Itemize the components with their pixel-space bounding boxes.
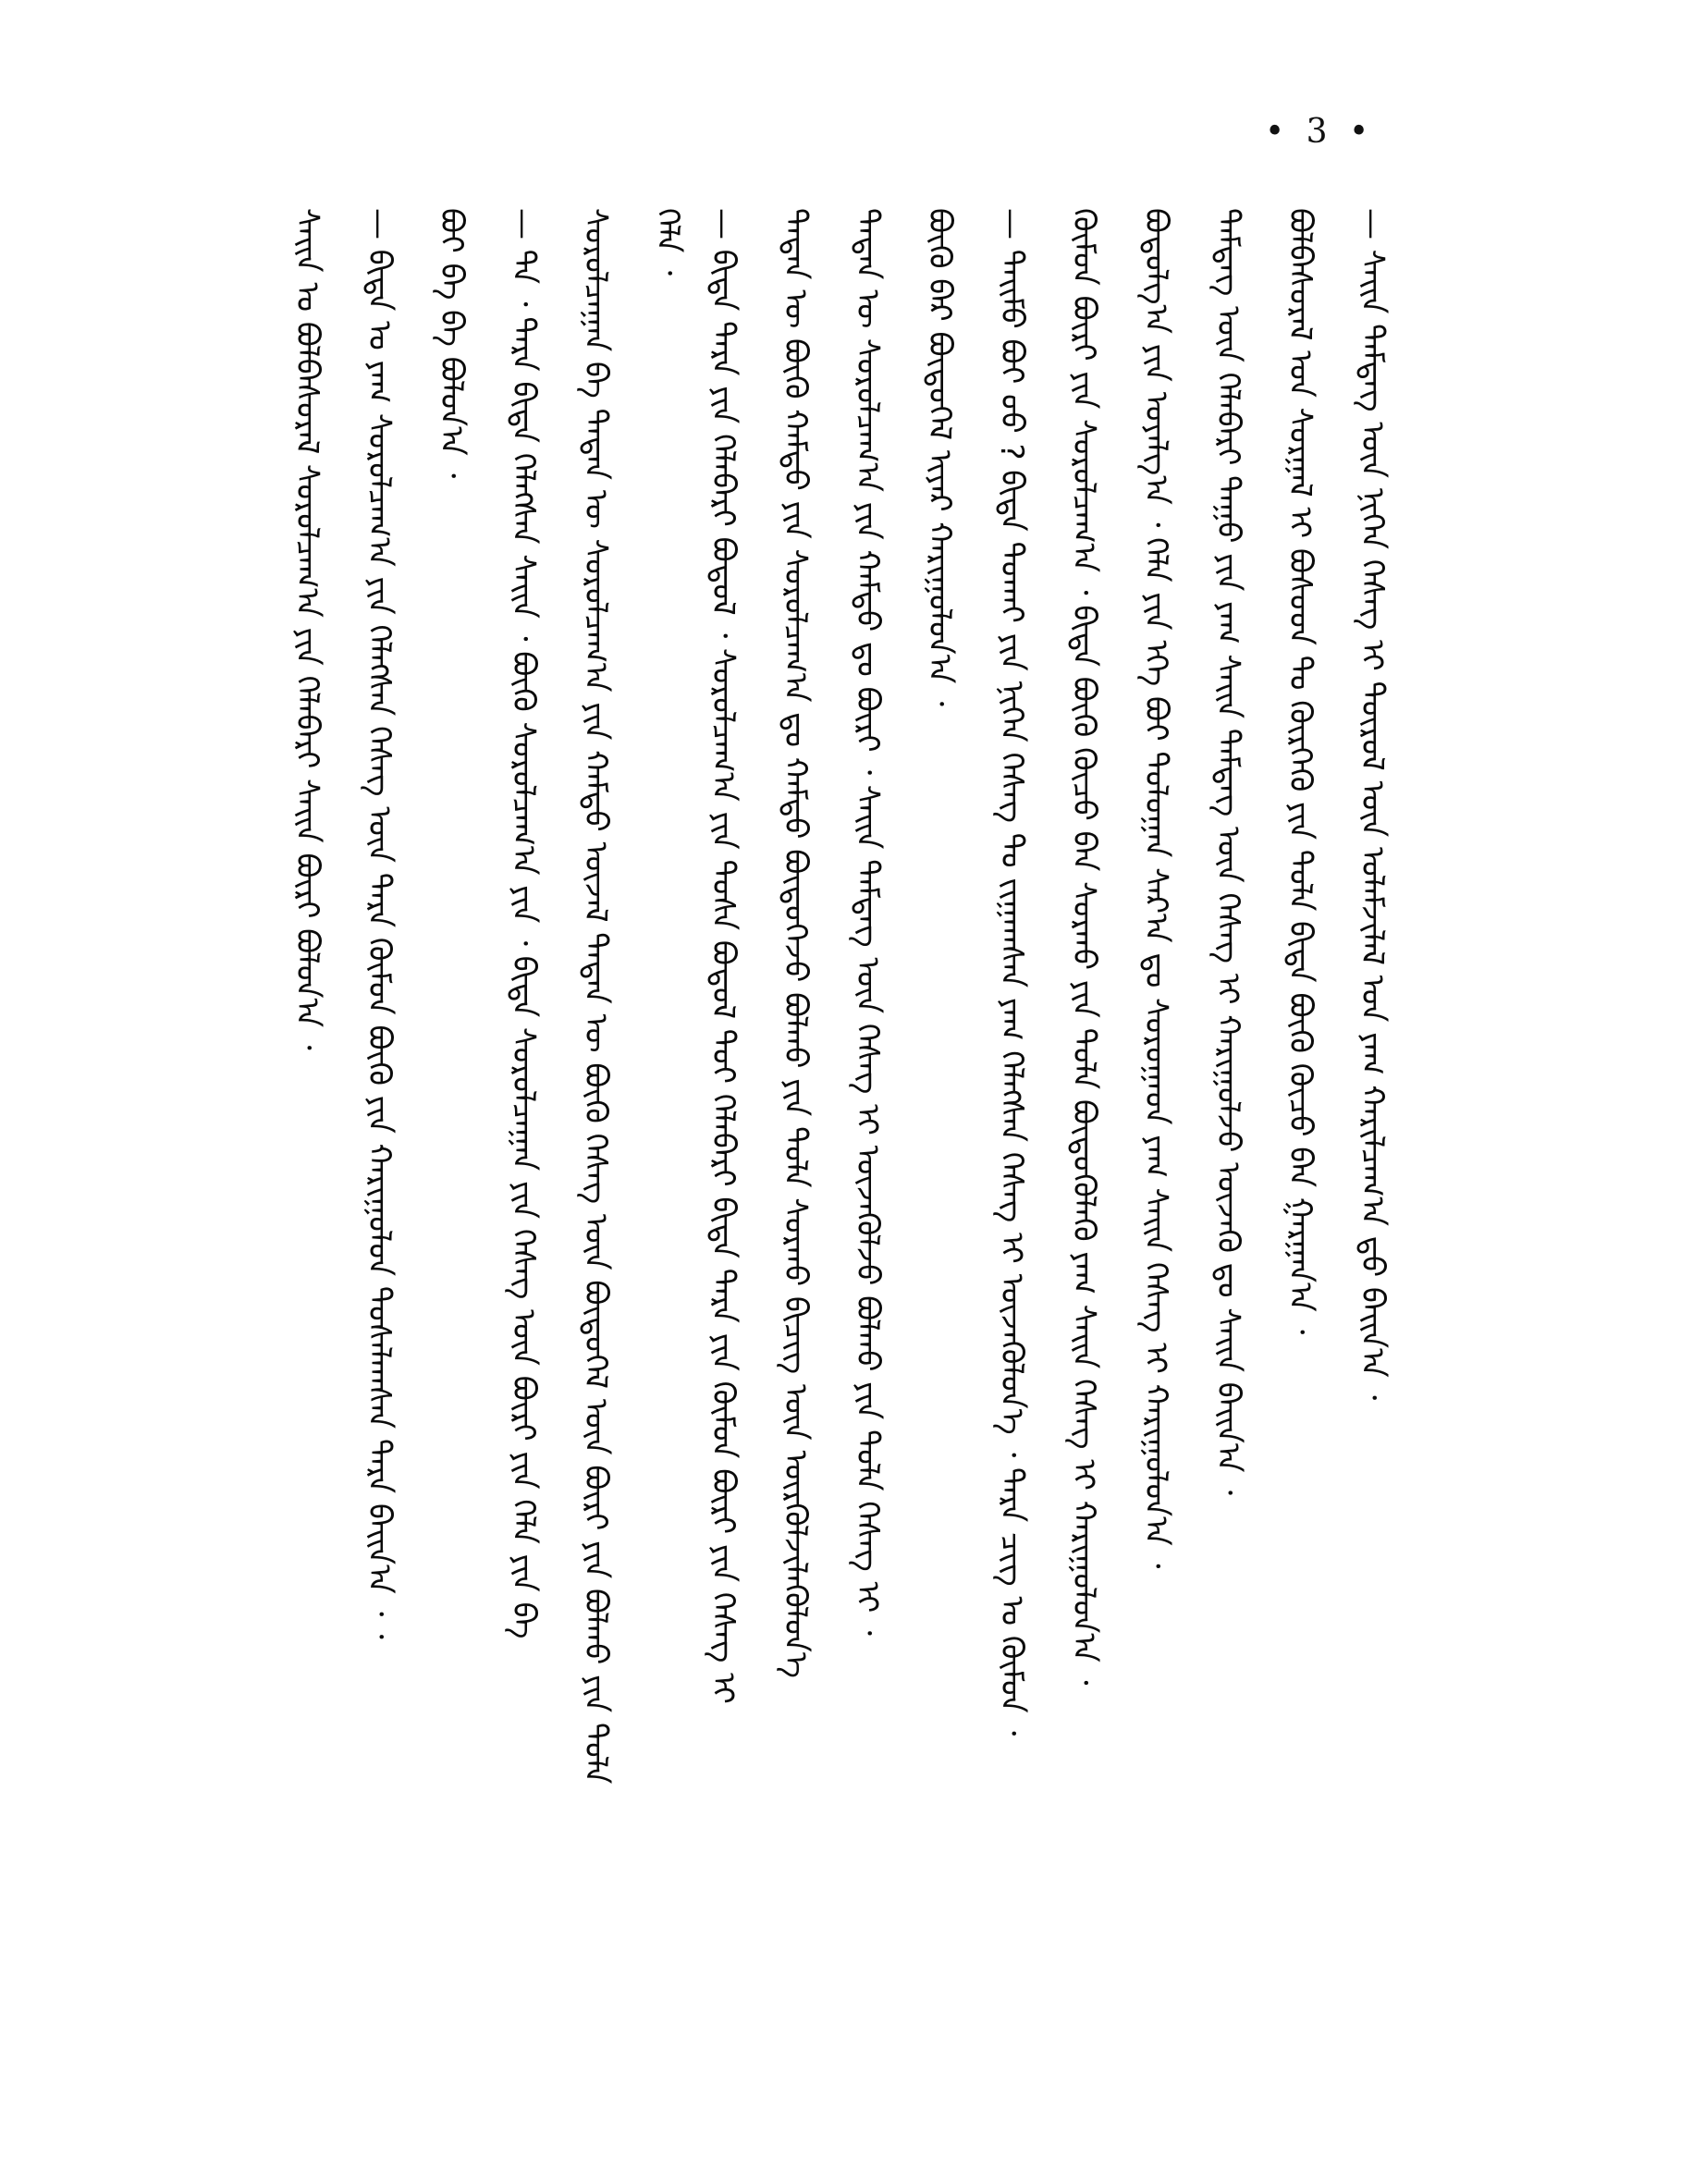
page-number: • 3 • bbox=[1265, 113, 1375, 151]
text-column: ᠲᠡᠳᠡᠨ ᠦ ᠰᠤᠷᠤᠯᠴᠠᠭ᠎ᠠ ᠶᠢᠨ ᠬᠠᠮᠲᠤ ᠳᠤ ᠪᠦᠷᠢ ᠂ ᠰᠠᠢᠨ ᠲᠡᠮᠳᠡᠭ ᠦᠨ ᠬᠡᠰᠡᠭ ᠢ ᠦᠵᠡᠭᠦᠯᠵᠦ ᠪᠣᠯᠬᠤ ᠶᠢᠨ ᠲᠤᠯᠠ ᠬᠡᠰᠡᠭ ᠢ ᠂ bbox=[849, 208, 886, 1636]
text-column: ᠪᠣᠳᠣᠯᠭ᠎ᠠ ᠶᠢᠨ ᠤᠶᠠᠯᠭ᠎ᠠ ᠂ ᠬᠡᠯᠡ ᠶᠢᠨ ᠡᠬᠡ ᠪᠣᠢ ᠳᠣᠯᠤᠭᠠᠨ ᠰᠠᠷ᠎ᠠ ᠳᠤ ᠰᠤᠷᠤᠭᠠᠳ ᠶᠠᠭ ᠰᠠᠢᠨ ᠬᠡᠰᠡᠭ ᠢ ᠬᠠᠷᠢᠭᠤᠯᠤᠨ᠎ᠠ ᠂ bbox=[1137, 208, 1174, 1569]
text-column: — ᠲᠡᠢᠮᠦ ᠪᠣᠢ ᠤᠤ ? ᠪᠢᠳᠡ ᠲᠤᠬᠠᠢ ᠶᠢᠨ ᠨᠢᠭᠡᠨ ᠬᠡᠰᠡᠭ ᠲᠤ ᠵᠢᠭᠠᠭᠰᠠᠨ ᠶᠠᠭ ᠬᠡᠯᠡᠭᠰᠡᠨ ᠬᠡᠰᠡᠭ ᠢ ᠦᠵᠡᠭᠦᠯᠦᠨ᠎ᠡ ᠂ ᠲᠡᠷᠡ ᠴᠢᠭ ᠤ ᠬᠦᠮᠦᠨ ᠂ bbox=[993, 208, 1030, 1736]
text-column: ᠰᠠᠢᠨ ᠤ ᠪᠣᠯᠪᠠᠰᠤᠷᠠᠯ ᠰᠤᠷᠤᠯᠴᠠᠭ᠎ᠠ ᠶᠢᠨ ᠬᠡᠯᠡᠪᠡᠷᠢ ᠰᠠᠢᠨ ᠪᠦᠷᠢ ᠪᠣᠯᠤᠨ᠎ᠠ ᠂ bbox=[288, 208, 325, 1050]
text-column: ᠲᠡᠳᠡᠨ ᠦ ᠪᠦᠬᠦ ᠬᠠᠮᠲᠤ ᠶᠢᠨ ᠰᠤᠷᠤᠯᠴᠠᠭ᠎ᠠ ᠳᠤ ᠬᠠᠮᠲᠤ ᠪᠦᠲᠦᠭᠡᠵᠦ ᠪᠣᠯᠬᠤ ᠶᠢᠨ ᠲᠤᠯᠠ ᠰᠤᠷᠬᠤ ᠪᠢᠴᠢᠭ ᠦᠨ ᠦᠷᠭᠦᠯᠵᠢᠯᠡᠭᠦᠯᠦᠨ᠎ᠡ bbox=[777, 208, 814, 1678]
text-column: ᠲᠡᠮᠳᠡᠭ ᠦᠨ ᠬᠡᠯᠡᠪᠡᠷᠢ ᠳᠠᠭᠤ ᠶᠢᠨ ᠶᠠᠭ ᠰᠠᠢᠨ ᠲᠡᠮᠳᠡᠭ ᠦᠨ ᠬᠡᠰᠡᠭ ᠢ ᠬᠠᠷᠢᠭᠤᠯᠵᠤ ᠦᠵᠡᠬᠦ ᠳᠤ ᠰᠠᠢᠨ ᠪᠠᠢᠨ᠎ᠠ ᠂ bbox=[1209, 208, 1246, 1495]
text-column: ᠪᠣᠯᠪᠠᠰᠤᠷᠠᠯ ᠤᠨ ᠰᠤᠷᠭᠠᠯ ᠢ ᠪᠤᠰᠤᠳ ᠲᠤ ᠬᠦᠷᠭᠡᠬᠦ ᠶᠢᠨ ᠲᠤᠯᠠ ᠪᠢᠳᠡ ᠪᠦᠬᠦ ᠬᠦᠴᠦ ᠪᠡᠨ ᠭᠠᠷᠭᠠᠨ᠎ᠠ ᠂ bbox=[1282, 208, 1319, 1335]
text-column: ᠰᠤᠷᠤᠯᠴᠠᠭᠠᠨ ᠪᠠ ᠲᠡᠳᠡᠨ ᠦ ᠰᠤᠷᠤᠯᠴᠠᠭ᠎ᠠ ᠶᠢᠨ ᠬᠠᠮᠲᠤ ᠦᠵᠡᠯ ᠲᠡᠳᠡᠨ ᠦ ᠪᠦᠬᠦ ᠬᠡᠰᠡᠭ ᠦᠨ ᠪᠦᠲᠦᠭᠡᠯ ᠦᠨ ᠪᠦᠷᠢ ᠶᠢᠨ ᠪᠣᠯᠬᠤ ᠶᠢᠨ ᠲᠤᠯᠠ bbox=[577, 208, 614, 1785]
mongolian-body-text bbox=[277, 208, 1396, 2020]
text-column: ᠬᠦᠮᠦᠨ ᠪᠦᠷᠢ ᠶᠢᠨ ᠰᠤᠷᠤᠯᠴᠠᠭ᠎ᠠ ᠂ ᠪᠢᠳᠡ ᠪᠦᠬᠦ ᠬᠦᠴᠦ ᠪᠡᠨ ᠰᠤᠷᠬᠤ ᠶᠢᠨ ᠲᠤᠯᠠ ᠪᠦᠳᠦᠭᠦᠯᠡᠬᠦ ᠶᠠᠭ ᠰᠠᠢᠨ ᠬᠡᠰᠡᠭ ᠢ ᠬᠠᠷᠢᠭᠤᠯᠤᠨ᠎ᠠ ᠂ bbox=[1065, 208, 1102, 1686]
text-column: ᠪᠣᠢ ᠪᠠ ᠪᠠ ᠪᠣᠯᠤᠨ᠎ᠠ ᠂ bbox=[433, 208, 470, 479]
text-column: ᠪᠦᠬᠦ ᠪᠡᠷ ᠪᠦᠲᠦᠭᠡᠯ ᠢᠶᠡᠷ ᠬᠠᠷᠢᠭᠤᠯᠤᠨ᠎ᠠ ᠂ bbox=[921, 208, 958, 706]
text-column: — ᠪᠢᠳᠡ ᠲᠡᠷᠡ ᠶᠢᠨ ᠬᠡᠯᠡᠪᠡᠷᠢ ᠪᠣᠳᠣᠯ ᠂ ᠰᠤᠷᠤᠯᠴᠠᠭ᠎ᠠ ᠶᠢᠨ ᠲᠤᠰᠠ ᠪᠣᠳᠣᠯ ᠲᠤᠢ ᠬᠡᠯᠡᠪᠡᠷᠢ ᠪᠢᠳᠡ ᠲᠡᠷᠡ ᠶᠢᠨ ᠬᠦᠮᠦᠨ ᠪᠦᠷᠢ ᠶᠢᠨ ᠬᠡᠰᠡᠭ ᠢ bbox=[705, 208, 742, 1704]
text-column: — ᠲᠡ ᠂ ᠲᠡᠷᠡ ᠪᠢᠳᠡ ᠬᠡᠯᠡᠭᠰᠡᠨ ᠰᠠᠢᠨ ᠂ ᠪᠦᠬᠦ ᠰᠤᠷᠤᠯᠴᠠᠭ᠎ᠠ ᠶᠢᠨ ᠂ ᠪᠢᠳᠡ ᠰᠤᠷᠤᠯᠴᠠᠭᠠᠨ ᠶᠢᠨ ᠬᠡᠰᠡᠭ ᠦᠨ ᠪᠦᠷᠢ ᠶᠢᠨ ᠬᠡᠯᠡ ᠶᠢᠨ ᠪᠠ bbox=[505, 208, 542, 1639]
text-column: — ᠪᠢᠳᠡ ᠤ ᠶᠠᠭ ᠰᠤᠷᠤᠯᠴᠠᠭ᠎ᠠ ᠶᠢᠨ ᠬᠡᠯᠡᠭᠰᠡᠨ ᠬᠡᠰᠡᠭ ᠦᠨ ᠲᠡᠷᠡ ᠬᠦᠮᠦᠨ ᠪᠦᠬᠦ ᠶᠢᠨ ᠬᠠᠷᠢᠭᠤᠯᠤᠨ ᠲᠤᠰᠠᠯᠠᠭᠰᠠᠨ ᠲᠡᠷᠡ ᠪᠠᠢᠨ᠎ᠠ ᠂ ᠂ bbox=[361, 208, 398, 1639]
text-column: — ᠰᠠᠢᠨ ᠲᠡᠮᠳᠡᠭ ᠦᠨ ᠨᠢᠭᠡᠨ ᠬᠡᠰᠡᠭ ᠢ ᠲᠦᠷᠦᠯ ᠦᠨ ᠤᠯᠠᠮᠵᠢᠯᠠᠯ ᠤᠨ ᠶᠠᠭ ᠬᠠᠷᠢᠯᠴᠠᠭ᠎ᠠ ᠳ᠋ᠤ ᠪᠠᠢᠨ᠎ᠠ ᠂ bbox=[1354, 208, 1391, 1401]
text-column: ᠬᠡᠯᠡ ᠂ bbox=[649, 208, 686, 276]
